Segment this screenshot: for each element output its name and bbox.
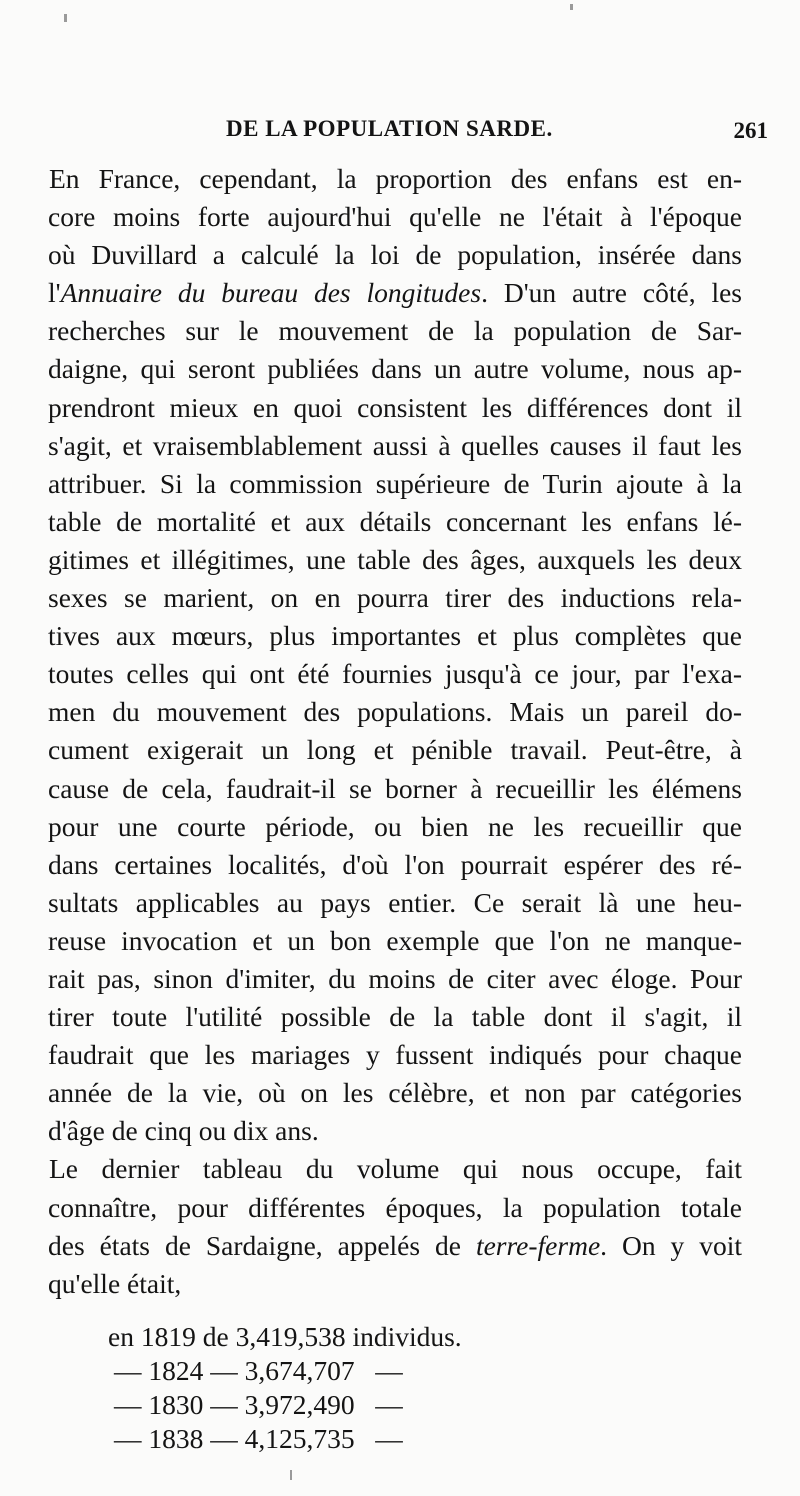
text-line: gitimes et illégitimes, une table des âges, auxquels les deux — [48, 543, 742, 575]
population-list — [108, 1320, 462, 1456]
population-row — [108, 1354, 462, 1388]
text-line: prendront mieux en quoi consistent les différences dont il — [48, 391, 742, 423]
running-head — [48, 114, 768, 148]
text-line: attribuer. Si la commission supérieure de Turin ajoute à la — [48, 467, 742, 499]
row-suffix: — — [375, 1423, 403, 1454]
text-line-with-italic: des états de Sardaigne, appelés de terre-ferme. On y voit — [48, 1229, 743, 1261]
row-value: 3,419,538 — [235, 1321, 346, 1352]
text-line: reuse invocation et un bon exemple que l'on ne manque- — [48, 924, 742, 956]
text-line: sexes se marient, on en pourra tirer des inductions rela- — [48, 582, 742, 614]
text-line: tives aux mœurs, plus importantes et plus complètes que — [48, 620, 742, 652]
row-value: 3,674,707 — [244, 1355, 355, 1386]
row-year: 1824 — [148, 1355, 204, 1386]
text-line: daigne, qui seront publiées dans un autre volume, nous ap- — [48, 353, 742, 385]
text-line: qu'elle était, — [48, 1267, 182, 1299]
population-row — [108, 1422, 462, 1456]
row-prefix: — — [114, 1389, 142, 1420]
row-joiner: — — [210, 1423, 238, 1454]
row-suffix: — — [375, 1355, 403, 1386]
text-line: faudrait que les mariages y fussent indiqués pour chaque — [48, 1039, 742, 1071]
row-joiner: de — [202, 1321, 229, 1352]
italic-title: Annuaire du bureau des longitudes — [60, 277, 482, 309]
row-joiner: — — [210, 1389, 238, 1420]
text-line: Le dernier tableau du volume qui nous occupe, fait — [49, 1153, 742, 1185]
body-text — [48, 160, 742, 1303]
row-prefix: — — [114, 1423, 142, 1454]
running-title: DE LA POPULATION SARDE. — [226, 116, 553, 141]
row-joiner: — — [210, 1355, 238, 1386]
text-line: En France, cependant, la proportion des enfans est en- — [49, 163, 742, 194]
text-line: tirer toute l'utilité possible de la table dont il s'agit, il — [48, 1001, 742, 1033]
row-prefix: — — [114, 1355, 142, 1386]
page-speck — [64, 14, 67, 22]
text-line: table de mortalité et aux détails concernant les enfans lé- — [48, 505, 742, 537]
row-value: 4,125,735 — [244, 1423, 355, 1454]
text-line: dans certaines localités, d'où l'on pourrait espérer des ré- — [48, 848, 742, 880]
text-line: men du mouvement des populations. Mais un pareil do- — [48, 696, 742, 728]
row-value: 3,972,490 — [244, 1389, 355, 1420]
row-year: 1819 — [140, 1321, 196, 1352]
text-line: cument exigerait un long et pénible travail. Peut-être, à — [48, 734, 742, 766]
text-line: connaître, pour différentes époques, la population totale — [48, 1191, 742, 1223]
row-prefix: en — [108, 1321, 134, 1352]
text-line: année de la vie, où on les célèbre, et non par catégories — [48, 1077, 742, 1109]
population-row — [108, 1320, 462, 1354]
italic-title: terre-ferme — [475, 1229, 601, 1261]
page-number: 261 — [733, 118, 768, 143]
text-line: pour une courte période, ou bien ne les recueillir que — [48, 810, 742, 842]
text-line-with-italic: l'Annuaire du bureau des longitudes. D'un autre côté, les — [48, 277, 742, 309]
text-line: toutes celles qui ont été fournies jusqu'à ce jour, par l'exa- — [48, 658, 742, 690]
text-line: rait pas, sinon d'imiter, du moins de citer avec éloge. Pour — [48, 962, 742, 994]
text-line: cause de cela, faudrait-il se borner à recueillir les élémens — [48, 772, 742, 804]
page-speck — [290, 1470, 292, 1480]
text-line: core moins forte aujourd'hui qu'elle ne l'était à l'époque — [48, 201, 742, 233]
text-line: s'agit, et vraisemblablement aussi à quelles causes il faut les — [48, 429, 742, 461]
row-suffix: — — [375, 1389, 403, 1420]
row-year: 1838 — [148, 1423, 204, 1454]
text-line: d'âge de cinq ou dix ans. — [48, 1115, 319, 1147]
row-suffix: individus. — [352, 1321, 462, 1352]
row-year: 1830 — [148, 1389, 204, 1420]
text-line: recherches sur le mouvement de la population de Sar- — [48, 315, 742, 347]
page-speck — [570, 4, 573, 10]
text-line: où Duvillard a calculé la loi de population, insérée dans — [48, 239, 742, 271]
population-row — [108, 1388, 462, 1422]
text-line: sultats applicables au pays entier. Ce serait là une heu- — [48, 886, 742, 918]
